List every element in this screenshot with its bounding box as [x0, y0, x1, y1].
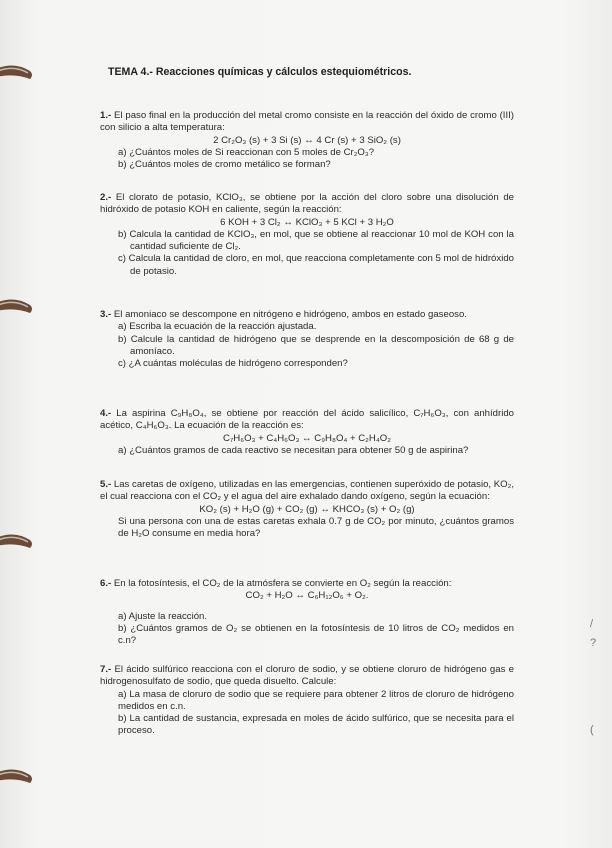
question-item: b) La cantidad de sustancia, expresada en moles de ácido sulfúrico, que se necesita para el proceso.	[118, 713, 514, 737]
question-item: a) ¿Cuántos gramos de cada reactivo se necesitan para obtener 50 g de aspirina?	[118, 444, 469, 456]
question-1	[100, 110, 514, 171]
binder-ring-icon	[0, 63, 34, 85]
question-item: a) Ajuste la reacción.	[118, 610, 208, 622]
chemical-equation: 2 Cr₂O₃ (s) + 3 Si (s) ↔ 4 Cr (s) + 3 SiO₂ (s)	[213, 134, 401, 146]
pencil-mark-icon: (	[590, 724, 594, 736]
chemical-equation: C₇H₆O₃ + C₄H₆O₃ ↔ C₉H₈O₄ + C₂H₄O₂	[223, 432, 391, 444]
question-intro: 5.- Las caretas de oxígeno, utilizadas en las emergencias, contienen superóxido de potasio, KO₂, el cual reacciona con el CO₂ y el agua del aire exhalado dando oxígeno, según la ecuación:	[100, 479, 514, 503]
pencil-mark-icon: /	[590, 618, 594, 630]
question-3	[100, 309, 514, 370]
question-item: a) ¿Cuántos moles de Si reaccionan con 5 moles de Cr₂O₃?	[118, 146, 375, 158]
binder-ring-icon	[0, 767, 34, 789]
question-item: c) ¿A cuántas moléculas de hidrógeno corresponden?	[118, 358, 348, 370]
question-4	[100, 408, 514, 457]
binder-ring-icon	[0, 532, 34, 554]
chemical-equation: 6 KOH + 3 Cl₂ ↔ KClO₃ + 5 KCl + 3 H₂O	[220, 216, 394, 228]
page-title: TEMA 4.- Reacciones químicas y cálculos estequiométricos.	[108, 66, 412, 78]
binder-ring-icon	[0, 297, 34, 319]
question-intro: 7.- El ácido sulfúrico reacciona con el cloruro de sodio, y se obtiene cloruro de hidrógeno gas e hidrogenosulfato de sodio, que queda disuelto. Calcule:	[100, 664, 514, 688]
question-intro: 3.- El amoniaco se descompone en nitrógeno e hidrógeno, ambos en estado gaseoso.	[100, 309, 467, 320]
question-5	[100, 479, 514, 540]
question-item: b) ¿Cuántos gramos de O₂ se obtienen en la fotosíntesis de 10 litros de CO₂ medidos en c.n?	[118, 622, 514, 647]
question-6	[100, 578, 514, 647]
question-intro: 6.- En la fotosíntesis, el CO₂ de la atmósfera se convierte en O₂ según la reacción:	[100, 578, 452, 589]
question-2	[100, 192, 514, 278]
pencil-mark-icon: ?	[590, 637, 597, 649]
question-item: b) ¿Cuántos moles de cromo metálico se forman?	[118, 159, 331, 171]
question-item: b) Calcule la cantidad de hidrógeno que se desprende en la descomposición de 68 g de amoníaco.	[118, 333, 514, 357]
question-followup: Si una persona con una de estas caretas exhala 0.7 g de CO₂ por minuto, ¿cuántos gramos de H₂O consume en media hora?	[118, 515, 514, 540]
question-intro: 4.- La aspirina C₉H₈O₄, se obtiene por reacción del ácido salicílico, C₇H₆O₃, con anhídrido acético, C₄H₆O₃. La ecuación de la reacción es:	[100, 408, 514, 432]
question-item: a) La masa de cloruro de sodio que se requiere para obtener 2 litros de cloruro de hidrógeno medidos en c.n.	[118, 688, 514, 712]
chemical-equation: KO₂ (s) + H₂O (g) + CO₂ (g) ↔ KHCO₃ (s) + O₂ (g)	[199, 503, 415, 515]
question-intro: 2.- El clorato de potasio, KClO₃, se obtiene por la acción del cloro sobre una disolución de hidróxido de potasio KOH en caliente, según la reacción:	[100, 192, 515, 216]
question-item: b) Calcula la cantidad de KClO₃, en mol, que se obtiene al reaccionar 10 mol de KOH con la cantidad suficiente de Cl₂.	[118, 228, 514, 253]
question-7	[100, 664, 514, 738]
question-item: c) Calcula la cantidad de cloro, en mol, que reacciona completamente con 5 mol de hidróxido de potasio.	[118, 253, 514, 277]
question-intro: 1.- El paso final en la producción del metal cromo consiste en la reacción del óxido de cromo (III) con silicio a alta temperatura:	[100, 110, 514, 134]
chemical-equation: CO₂ + H₂O ↔ C₆H₁₂O₆ + O₂.	[245, 590, 369, 602]
question-item: a) Escriba la ecuación de la reacción ajustada.	[118, 321, 317, 333]
